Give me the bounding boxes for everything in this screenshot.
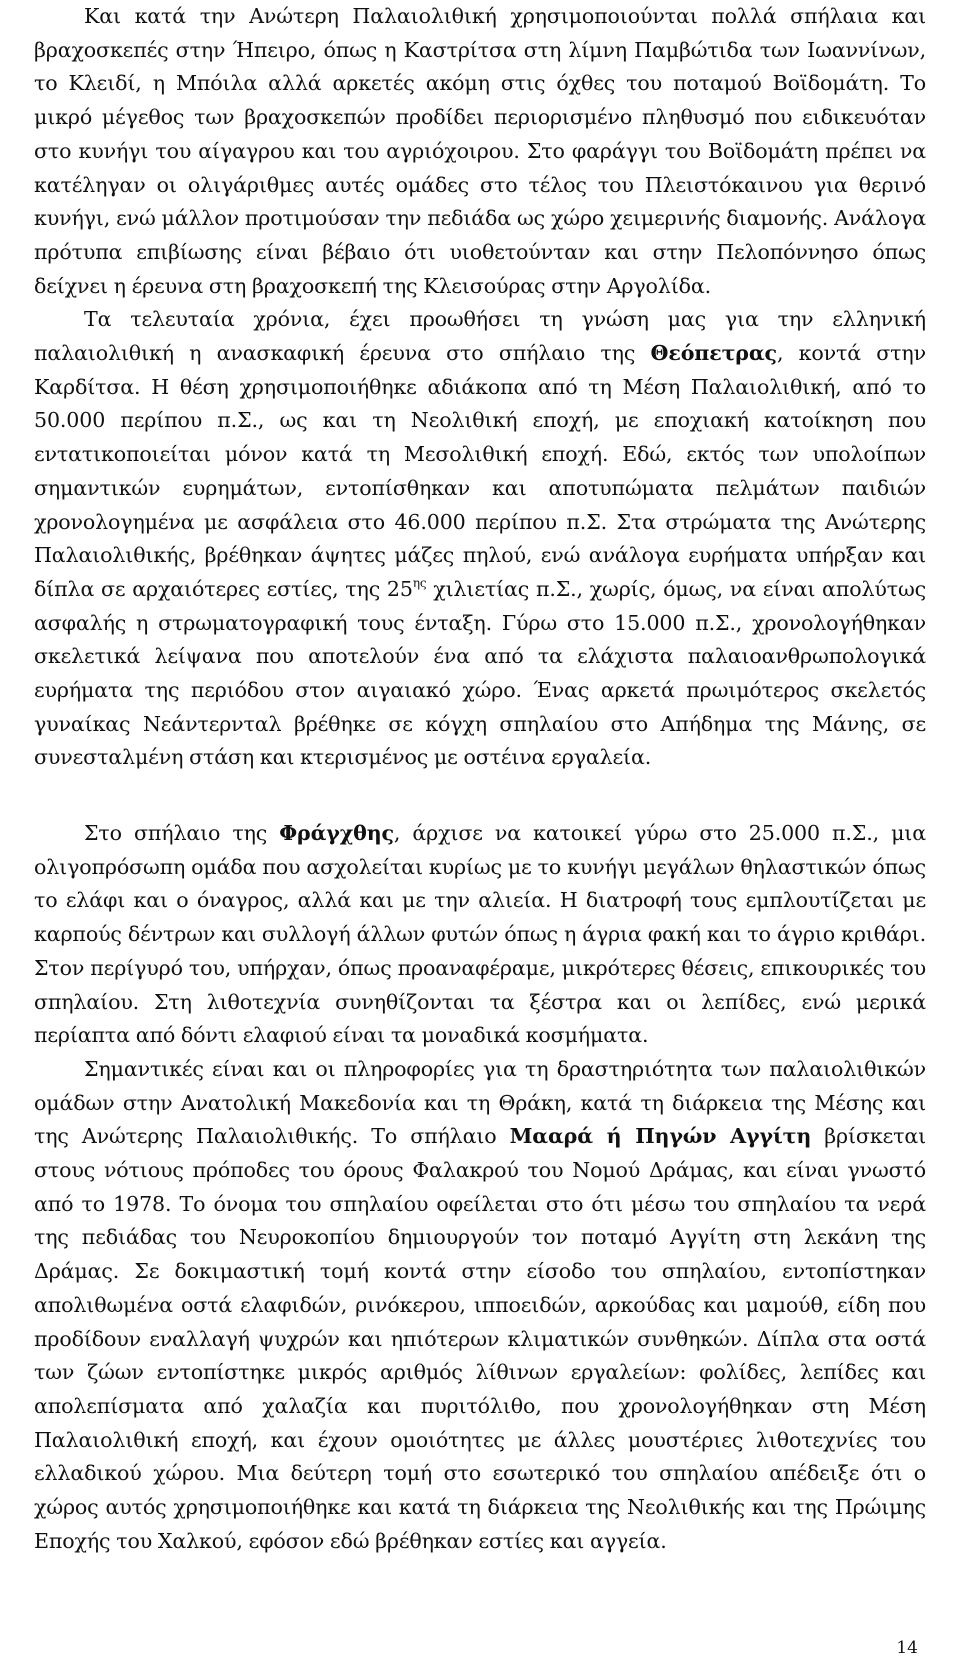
paragraph-franchthi — [34, 817, 926, 1053]
paragraph-theopetra — [34, 303, 926, 775]
text-section-bottom — [34, 817, 926, 1558]
paragraph-maara-text-2: βρίσκεται στους νότιους πρόποδες του όρους Φαλακρού του Νομού Δράμας, και είναι γνωστό από το 1978. Το όνομα του σπηλαίου οφείλεται στο ότι μέσω του σπηλαίου τα νερά της πεδιάδας του Νευροκοπίου δημιουργούν τον ποταμό Αγγίτη στη λεκάνη της Δράμας. Σε δοκιμαστική τομή κοντά στην είσοδο του σπηλαίου, εντοπίστηκαν απολιθωμένα οστά ελαφιδών, ρινόκερου, ιπποειδών, αρκούδας και μαμούθ, είδη που προδίδουν εναλλαγή ψυχρών και ηπιότερων κλιματικών συνθηκών. Δίπλα στα οστά των ζώων εντοπίστηκε μικρός αριθμός λίθινων εργαλείων: φολίδες, λεπίδες και απολεπίσματα από χαλαζία και πυριτόλιθο, που χρονολογήθηκαν στη Μέση Παλαιολιθική εποχή, και έχουν ομοιότητες με άλλες μουστέριες λιθοτεχνίες του ελλαδικού χώρου. Μια δεύτερη τομή στο εσωτερικό του σπηλαίου απέδειξε ότι ο χώρος αυτός χρησιμοποιήθηκε και κατά τη διάρκεια της Νεολιθικής και της Πρώιμης Εποχής του Χαλκού, εφόσον εδώ βρέθηκαν εστίες και αγγεία. — [34, 1124, 927, 1553]
paragraph-franchthi-text-2: , άρχισε να κατοικεί γύρω στο 25.000 π.Σ., μια ολιγοπρόσωπη ομάδα που ασχολείται κυρίως με το κυνήγι μεγάλων θηλαστικών όπως το ελάφι και ο όναγρος, αλλά και με την αλιεία. Η διατροφή τους εμπλουτίζεται με καρπούς δέντρων και συλλογή άλλων φυτών όπως η άγρια φακή και το άγριο κριθάρι. Στον περίγυρό του, υπήρχαν, όπως προαναφέραμε, μικρότερες θέσεις, επικουρικές του σπηλαίου. Στη λιθοτεχνία συνηθίζονται τα ξέστρα και οι λεπίδες, ενώ μερικά περίαπτα από δόντι ελαφιού είναι τα μοναδικά κοσμήματα. — [34, 821, 926, 1048]
term-franchthi: Φράγχθης — [279, 821, 394, 845]
paragraph-theopetra-text-1: Τα τελευταία χρόνια, έχει προωθήσει τη γνώση μας για την ελληνική παλαιολιθική η ανασκαφική έρευνα στο σπήλαιο της — [34, 307, 926, 366]
paragraph-franchthi-text-1: Στο σπήλαιο της — [84, 821, 280, 845]
paragraph-epirus-text: Και κατά την Ανώτερη Παλαιολιθική χρησιμοποιούνται πολλά σπήλαια και βραχοσκεπές στην Ήπειρο, όπως η Καστρίτσα στη λίμνη Παμβώτιδα των Ιωαννίνων, το Κλειδί, η Μπόιλα αλλά αρκετές ακόμη στις όχθες του ποταμού Βοϊδομάτη. Το μικρό μέγεθος των βραχοσκεπών προδίδει περιορισμένο πληθυσμό που ειδικευόταν στο κυνήγι του αίγαγρου και του αγριόχοιρου. Στο φαράγγι του Βοϊδομάτη πρέπει να κατέληγαν οι ολιγάριθμες αυτές ομάδες στο τέλος του Πλειστόκαινου για θερινό κυνήγι, ενώ μάλλον προτιμούσαν την πεδιάδα ως χώρο χειμερινής διαμονής. Ανάλογα πρότυπα επιβίωσης είναι βέβαιο ότι υιοθετούνταν και στην Πελοπόννησο όπως δείχνει η έρευνα στη βραχοσκεπή της Κλεισούρας στην Αργολίδα. — [34, 4, 926, 298]
term-maara: Μααρά ή Πηγών Αγγίτη — [509, 1124, 812, 1149]
paragraph-maara-text-1: Σημαντικές είναι και οι πληροφορίες για τη δραστηριότητα των παλαιολιθικών ομάδων στην Ανατολική Μακεδονία και τη Θράκη, κατά τη διάρκεια της Μέσης και της Ανώτερης Παλαιολιθικής. Το σπήλαιο — [34, 1056, 926, 1149]
document-page — [34, 0, 926, 1678]
term-theopetra: Θεόπετρας — [650, 341, 777, 366]
paragraph-epirus — [34, 0, 926, 303]
paragraph-theopetra-text-2: , κοντά στην Καρδίτσα. Η θέση χρησιμοποιήθηκε αδιάκοπα από τη Μέση Παλαιολιθική, από το 50.000 περίπου π.Σ., ως και τη Νεολιθική εποχή, με εποχιακή κατοίκηση που εντατικοποιείται μόνον κατά τη Μεσολιθική εποχή. Εδώ, εκτός των υπολοίπων σημαντικών ευρημάτων, εντοπίσθηκαν και αποτυπώματα πελμάτων παιδιών χρονολογημένα με ασφάλεια στο 46.000 περίπου π.Σ. Στα στρώματα της Ανώτερης Παλαιολιθικής, βρέθηκαν άψητες μάζες πηλού, ενώ ανάλογα ευρήματα υπήρξαν και δίπλα σε αρχαιότερες εστίες, της 25 — [34, 341, 926, 601]
text-section-top — [34, 0, 926, 775]
paragraph-theopetra-text-3: χιλιετίας π.Σ., χωρίς, όμως, να είναι απολύτως ασφαλής η στρωματογραφική τους ένταξη. Γύρω στο 15.000 π.Σ., χρονολογήθηκαν σκελετικά λείψανα που αποτελούν ένα από τα ελάχιστα παλαιοανθρωπολογικά ευρήματα της περιόδου στον αιγαιακό χώρο. Ένας αρκετά πρωιμότερος σκελετός γυναίκας Νεάντερνταλ βρέθηκε σε κόγχη σπηλαίου στο Απήδημα της Μάνης, σε συνεσταλμένη στάση και κτερισμένος με οστέινα εργαλεία. — [34, 576, 926, 770]
paragraph-maara — [34, 1053, 926, 1559]
page-number: 14 — [896, 1638, 918, 1658]
ordinal-superscript: ης — [412, 575, 427, 590]
